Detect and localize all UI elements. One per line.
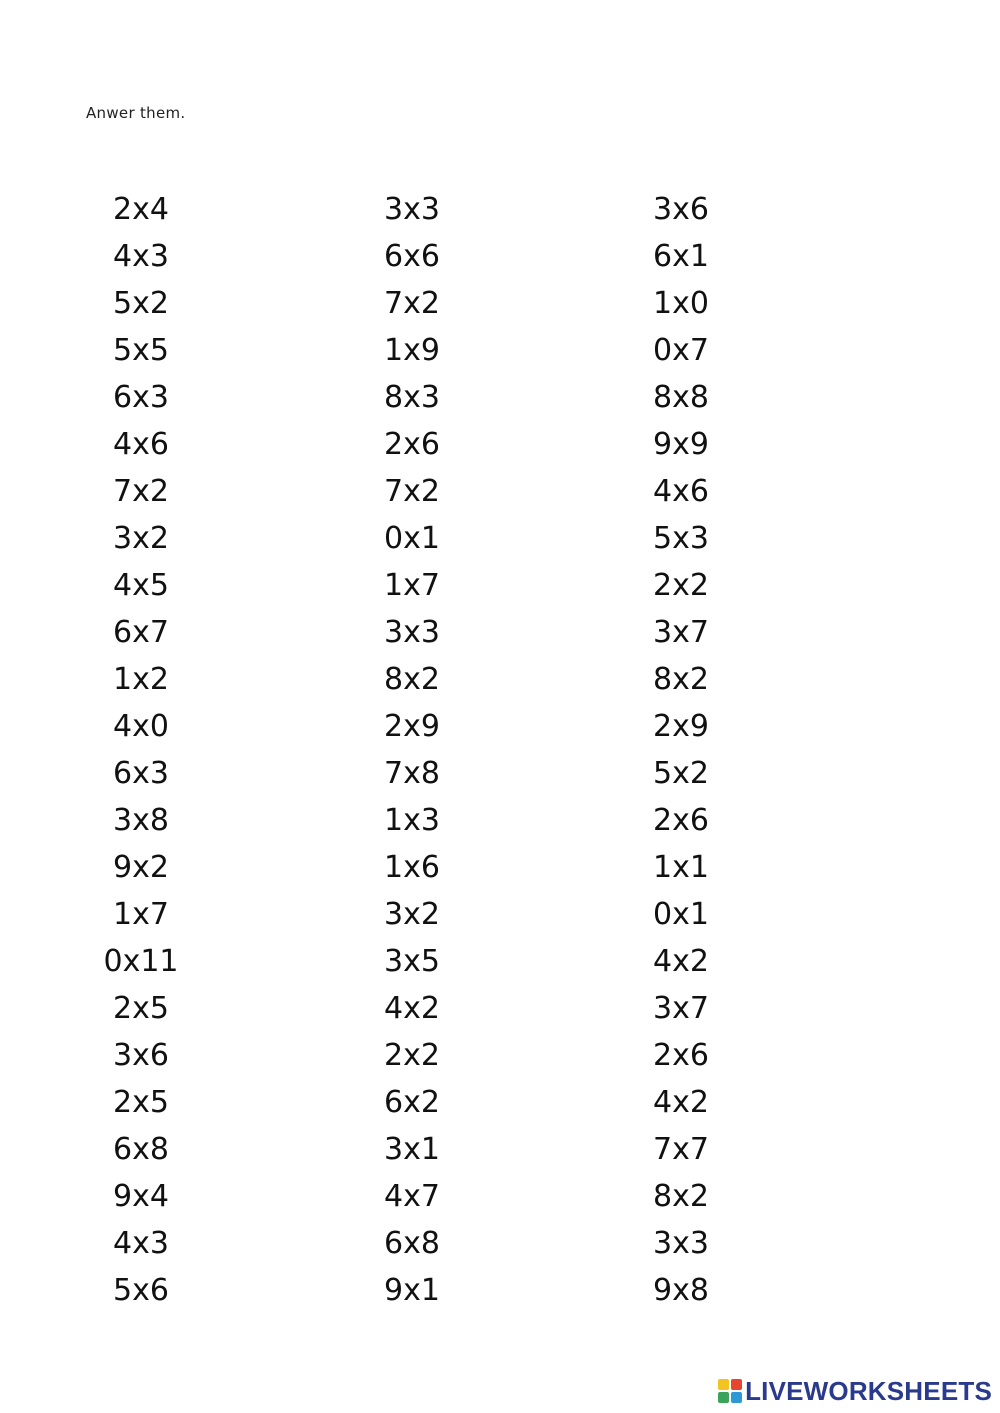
multiplication-problem: 6x7 [113,615,169,650]
multiplication-problem: 1x2 [113,662,169,697]
multiplication-problem: 6x8 [113,1132,169,1167]
multiplication-problem: 2x2 [384,1038,440,1073]
multiplication-problem: 8x3 [384,380,440,415]
multiplication-problem: 4x3 [113,239,169,274]
multiplication-problem: 4x7 [384,1179,440,1214]
problem-column-3 [611,186,751,1314]
multiplication-problem: 9x1 [384,1273,440,1308]
multiplication-problem: 6x2 [384,1085,440,1120]
multiplication-problem: 7x2 [384,474,440,509]
multiplication-problem: 7x8 [384,756,440,791]
multiplication-problem: 0x1 [653,897,709,932]
liveworksheets-logo-icon [718,1379,742,1403]
multiplication-problem: 1x0 [653,286,709,321]
multiplication-problem: 4x2 [653,1085,709,1120]
multiplication-problem: 5x6 [113,1273,169,1308]
multiplication-problem: 8x2 [384,662,440,697]
multiplication-problem: 2x5 [113,1085,169,1120]
multiplication-problem: 1x6 [384,850,440,885]
multiplication-problem: 4x2 [653,944,709,979]
brand-text: LIVEWORKSHEETS [745,1375,992,1406]
multiplication-problem: 2x5 [113,991,169,1026]
multiplication-problem: 6x3 [113,380,169,415]
multiplication-problem: 2x9 [653,709,709,744]
multiplication-problem: 1x7 [384,568,440,603]
multiplication-problem: 4x0 [113,709,169,744]
liveworksheets-brand [718,1375,992,1407]
multiplication-problem: 2x6 [384,427,440,462]
multiplication-problem: 7x2 [384,286,440,321]
multiplication-problem: 1x7 [113,897,169,932]
multiplication-problem: 4x6 [653,474,709,509]
multiplication-problem: 5x2 [653,756,709,791]
multiplication-problem: 0x7 [653,333,709,368]
multiplication-problem: 8x2 [653,1179,709,1214]
multiplication-problem: 3x3 [384,192,440,227]
multiplication-problem: 3x7 [653,615,709,650]
multiplication-problem: 6x6 [384,239,440,274]
problem-column-2 [342,186,482,1314]
multiplication-problem: 0x1 [384,521,440,556]
multiplication-problem: 6x8 [384,1226,440,1261]
multiplication-problem: 8x2 [653,662,709,697]
multiplication-problem: 9x9 [653,427,709,462]
multiplication-problem: 9x8 [653,1273,709,1308]
multiplication-problem: 9x4 [113,1179,169,1214]
multiplication-problem: 3x7 [653,991,709,1026]
multiplication-problem: 7x7 [653,1132,709,1167]
multiplication-problem: 5x3 [653,521,709,556]
multiplication-problem: 3x8 [113,803,169,838]
multiplication-problem: 4x2 [384,991,440,1026]
multiplication-problem: 0x11 [103,944,179,979]
multiplication-problem: 3x3 [653,1226,709,1261]
multiplication-problem: 2x6 [653,1038,709,1073]
instruction-text: Anwer them. [86,104,186,122]
multiplication-problem: 2x9 [384,709,440,744]
multiplication-problem: 2x2 [653,568,709,603]
multiplication-problem: 6x1 [653,239,709,274]
multiplication-problem: 3x6 [653,192,709,227]
multiplication-problem: 1x9 [384,333,440,368]
multiplication-problem: 6x3 [113,756,169,791]
multiplication-problem: 1x1 [653,850,709,885]
multiplication-problem: 3x6 [113,1038,169,1073]
multiplication-problem: 4x6 [113,427,169,462]
multiplication-problem: 8x8 [653,380,709,415]
multiplication-problem: 3x3 [384,615,440,650]
multiplication-problem: 2x4 [113,192,169,227]
multiplication-problem: 4x3 [113,1226,169,1261]
multiplication-problem: 2x6 [653,803,709,838]
multiplication-problem: 1x3 [384,803,440,838]
multiplication-problem: 3x5 [384,944,440,979]
multiplication-problem: 7x2 [113,474,169,509]
multiplication-problem: 4x5 [113,568,169,603]
multiplication-problem: 3x1 [384,1132,440,1167]
problem-column-1 [71,186,211,1314]
multiplication-problem: 5x5 [113,333,169,368]
multiplication-problem: 3x2 [113,521,169,556]
multiplication-problem: 5x2 [113,286,169,321]
multiplication-problem: 9x2 [113,850,169,885]
multiplication-problem: 3x2 [384,897,440,932]
